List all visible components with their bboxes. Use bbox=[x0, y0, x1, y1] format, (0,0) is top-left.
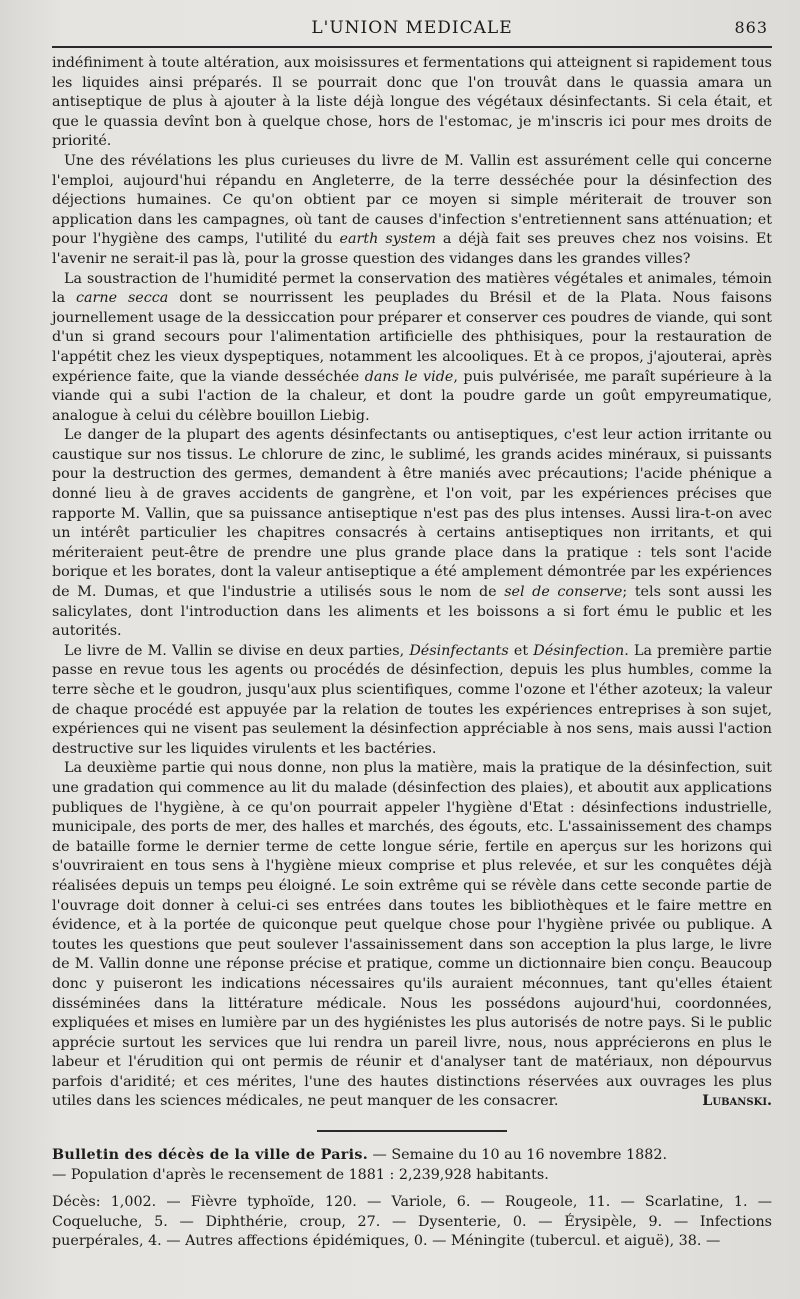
header-rule bbox=[52, 46, 772, 48]
page-header bbox=[52, 14, 772, 40]
paragraph-text: La deuxième partie qui nous donne, non plus la matière, mais la pratique de la désinfection, suit une gradation qui commence au lit du malade (désinfection des plaies), et aboutit aux applications publiques de l'hygiène, à ce qu'on pourrait appeler l'hygiène d'Etat : désinfections industrielle, municipale, des ports de mer, des halles et marchés, des égouts, etc. L'assainissement des champs de bataille forme le dernier terme de cette longue série, fertile en aperçus sur les horizons qui s'ouvriraient en tous sens à l'hygiène mieux comprise et plus relevée, et sur les conquêtes déjà réalisées depuis un temps peu éloigné. Le soin extrême qui se révèle dans cette seconde partie de l'ouvrage doit donner à celui-ci ses entrées dans toutes les bibliothèques et le faire mettre en évidence, et à la portée de quiconque peut quelque chose pour l'hygiène privée ou publique. A toutes les questions que peut soulever l'assainissement dans son acception la plus large, le livre de M. Vallin donne une réponse précise et pratique, comme un dictionnaire bien conçu. Beaucoup donc y puiseront les indications nécessaires qu'ils auraient méconnues, tant qu'elles étaient disséminées dans la littérature médicale. Nous les possédons aujourd'hui, coordonnées, expliquées et mises en lumière par un des hygiénistes les plus autorisés de notre pays. Si le public apprécie surtout les services que lui rendra un pareil livre, nous, nous apprécierons en plus le labeur et l'érudition qui ont permis de réunir et d'analyser tant de matériaux, non dépourvus parfois d'aridité; et ces mérites, l'une des hautes distinctions réservées aux ouvrages les plus utiles dans les sciences médicales, ne peut manquer de les consacrer. bbox=[52, 760, 772, 1110]
bulletin-week: — Semaine du 10 au 16 novembre 1882. bbox=[368, 1147, 667, 1164]
italic-term: dans le vide bbox=[364, 368, 454, 385]
bulletin-title: Bulletin des décès de la ville de Paris. bbox=[52, 1147, 368, 1164]
italic-term: carne secca bbox=[76, 290, 169, 307]
article-body bbox=[52, 54, 772, 1112]
italic-term: Désinfection. bbox=[533, 642, 629, 659]
paragraph-text: , puis pulvérisée, me paraît supérieure à la viande qui a subi l'action de la chaleur, et dont la poudre garde un goût empyreumatique, analogue à celui du célèbre bouillon Liebig. bbox=[52, 368, 772, 424]
paragraph-text: La première partie passe en revue tous les agents ou procédés de désinfection, depuis les plus humbles, comme la terre sèche et le goudron, jusqu'aux plus scientifiques, comme l'ozone et l'éther azoteux; la valeur de chaque procédé est appuyée par la relation de toutes les expériences entreprises à son sujet, expériences qui ne visent pas seulement la désinfection appréciable à nos sens, mais aussi l'action destructive sur les liquides virulents et les bactéries. bbox=[52, 642, 772, 757]
section-divider bbox=[317, 1130, 507, 1132]
paragraph bbox=[52, 759, 772, 1112]
page-number: 863 bbox=[734, 18, 768, 37]
paragraph bbox=[52, 270, 772, 427]
paragraph-text: Le danger de la plupart des agents désinfectants ou antiseptiques, c'est leur action irritante ou caustique sur nos tissus. Le chlorure de zinc, le sublimé, les grands acides minéraux, si puissants pour la destruction des germes, demandent à être maniés avec précautions; l'acide phénique a donné lieu à de graves accidents de gangrène, et l'on voit, par les expériences précises que rapporte M. Vallin, que sa puissance antiseptique n'est pas des plus intenses. Aussi lira-t-on avec un intérêt particulier les chapitres consacrés à certains antiseptiques non irritants, et qui mériteraient peut-être de prendre une plus grande place dans la pratique : tels sont l'acide borique et les borates, dont la valeur antiseptique a été amplement démontrée par les expériences de M. Dumas, et que l'industrie a utilisés sous le nom de bbox=[52, 427, 772, 601]
italic-term: Désinfectants bbox=[409, 642, 509, 659]
bulletin-stats: Décès: 1,002. — Fièvre typhoïde, 120. — Variole, 6. — Rougeole, 11. — Scarlatine, 1. — Coqueluche, 5. — Diphthérie, croup, 27. — Dysenterie, 0. — Érysipèle, 9. — Infections puerpérales, 4. — Autres affections épidémiques, 0. — Méningite (tubercul. et aiguë), 38. — bbox=[52, 1194, 772, 1250]
italic-term: earth system bbox=[339, 231, 436, 248]
paragraph-text: ; tels sont aussi les salicylates, dont l'introduction dans les aliments et les boissons a si fort ému le public et les autorités. bbox=[52, 584, 773, 640]
paragraph-text: Une des révélations les plus curieuses du livre de M. Vallin est assurément celle qui concerne l'emploi, aujourd'hui répandu en Angleterre, de la terre desséchée pour la désinfection des déjections humaines. Ce qu'on obtient par ce moyen si simple mériterait de trouver son application dans les campagnes, où tant de causes d'infection s'entretiennent sans atténuation; et pour l'hygiène des camps, l'utilité du bbox=[52, 152, 772, 248]
paragraph bbox=[52, 152, 772, 270]
italic-term: sel de conserve bbox=[504, 584, 623, 601]
paragraph-text: a déjà fait ses preuves chez nos voisins. Et l'avenir ne serait-il pas là, pour la grosse question des vidanges dans les grandes villes? bbox=[52, 231, 772, 267]
paragraph-text: La soustraction de l'humidité permet la conservation des matières végétales et animales, témoin la bbox=[52, 270, 772, 307]
paragraph bbox=[52, 54, 772, 152]
paragraph-text: dont se nourrissent les peuplades du Brésil et de la Plata. Nous faisons journellement usage de la dessiccation pour préparer et conserver ces poudres de viande, qui sont d'un si grand secours pour l'alimentation artificielle des phthisiques, pour la restauration de l'appétit chez les vieux dyspeptiques, notamment les alcooliques. Et à ce propos, j'ajouterai, après expérience faite, que la viande desséchée bbox=[52, 290, 772, 385]
paragraph-text: Le livre de M. Vallin se divise en deux parties, bbox=[64, 642, 410, 659]
bulletin-population: — Population d'après le recensement de 1881 : 2,239,928 habitants. bbox=[52, 1166, 549, 1183]
paragraph bbox=[52, 642, 772, 760]
paragraph-text: indéfiniment à toute altération, aux moisissures et fermentations qui atteignent si rapidement tous les liquides ainsi préparés. Il se pourrait donc que l'on trouvât dans le quassia amara un antiseptique de plus à ajouter à la liste déjà longue des végétaux désinfectants. Si cela était, et que le quassia devînt bon à quelque chose, hors de l'estomac, je m'inscris ici pour mes droits de priorité. bbox=[52, 55, 772, 150]
paragraph bbox=[52, 426, 772, 642]
author-signature: Lubanski. bbox=[702, 1093, 772, 1110]
bulletin-heading bbox=[52, 1146, 772, 1166]
running-title: L'UNION MEDICALE bbox=[311, 18, 513, 38]
death-bulletin bbox=[52, 1146, 772, 1252]
paragraph-text: et bbox=[508, 642, 534, 659]
